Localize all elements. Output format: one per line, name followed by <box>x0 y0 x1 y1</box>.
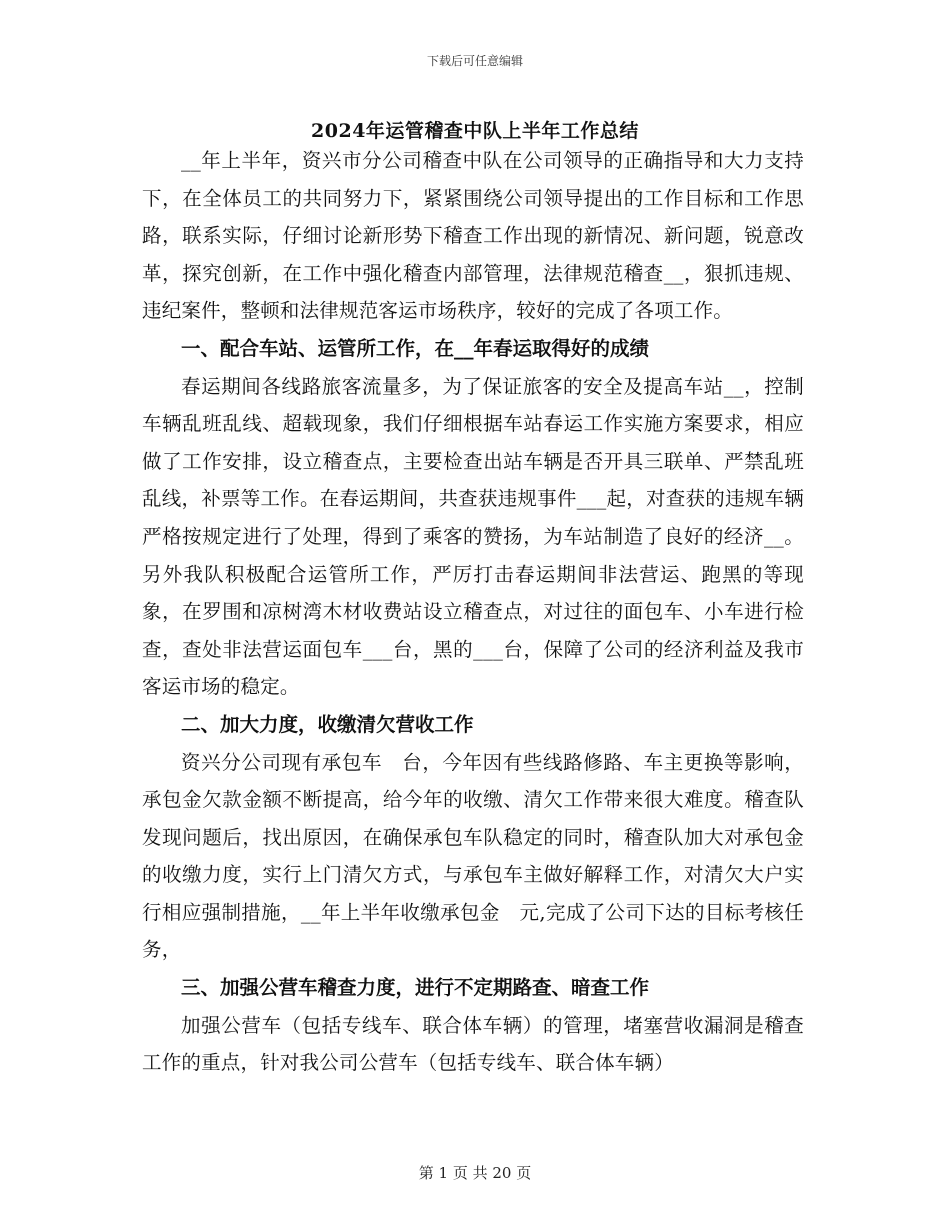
section-heading-3: 三、加强公营车稽查力度，进行不定期路查、暗查工作 <box>181 976 650 1000</box>
paragraph-section-1: 春运期间各线路旅客流量多，为了保证旅客的安全及提高车站__，控制车辆乱班乱线、超载现象，我们仔细根据车站春运工作实施方案要求，相应做了工作安排，设立稽查点，主要检查出站车辆是否开具三联单、严禁乱班乱线，补票等工作。在春运期间，共查获违规事件___起，对查获的违规车辆严格按规定进行了处理，得到了乘客的赞扬，为车站制造了良好的经济__。另外我队积极配合运管所工作，严厉打击春运期间非法营运、跑黑的等现象，在罗围和凉树湾木材收费站设立稽查点，对过往的面包车、小车进行检查，查处非法营运面包车___台，黑的___台，保障了公司的经济利益及我市客运市场的稳定。 <box>142 374 804 699</box>
paragraph-section-2: 资兴分公司现有承包车 台，今年因有些线路修路、车主更换等影响，承包金欠款金额不断提高，给今年的收缴、清欠工作带来很大难度。稽查队发现问题后，找出原因，在确保承包车队稳定的同时，稽查队加大对承包金的收缴力度，实行上门清欠方式，与承包车主做好解释工作，对清欠大户实行相应强制措施，__年上半年收缴承包金 元,完成了公司下达的目标考核任务， <box>142 750 804 962</box>
page-footer: 第 1 页 共 20 页 <box>418 1164 532 1182</box>
section-heading-2: 二、加大力度，收缴清欠营收工作 <box>181 712 474 736</box>
document-body <box>142 142 804 1082</box>
paragraph-intro: __年上半年，资兴市分公司稽查中队在公司领导的正确指导和大力支持下，在全体员工的共同努力下，紧紧围绕公司领导提出的工作目标和工作思路，联系实际，仔细讨论新形势下稽查工作出现的新情况、新问题，锐意改革，探究创新，在工作中强化稽查内部管理，法律规范稽查__，狠抓违规、违纪案件，整顿和法律规范客运市场秩序，较好的完成了各项工作。 <box>142 149 804 323</box>
section-heading-1: 一、配合车站、运管所工作，在__年春运取得好的成绩 <box>181 336 650 360</box>
paragraph-section-3: 加强公营车（包括专线车、联合体车辆）的管理，堵塞营收漏洞是稽查工作的重点，针对我公司公营车（包括专线车、联合体车辆） <box>142 1013 804 1075</box>
document-title: 2024年运管稽查中队上半年工作总结 <box>311 120 639 142</box>
header-note: 下载后可任意编辑 <box>426 54 523 68</box>
